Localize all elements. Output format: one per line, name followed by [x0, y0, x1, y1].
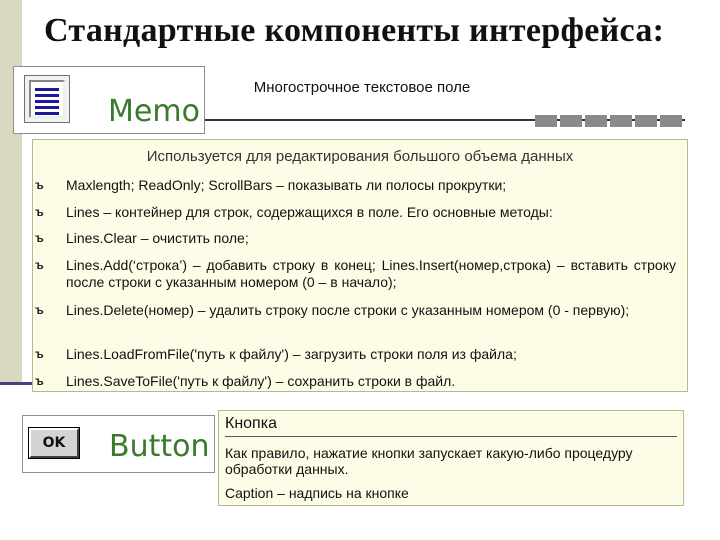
button-heading: Кнопка [225, 415, 277, 432]
decor-block [535, 115, 557, 127]
list-item-text: Lines.LoadFromFile('путь к файлу') – загрузить строки поля из файла; [66, 346, 517, 362]
memo-header: Многострочное текстовое поле [253, 79, 471, 96]
bullet-icon: ъ [35, 258, 44, 272]
button-caption-line: Caption – надпись на кнопке [225, 485, 409, 501]
memo-caption: Используется для редактирования большого объема данных [146, 148, 574, 165]
memo-label: Memo [108, 94, 200, 129]
button-label: Button [109, 429, 210, 464]
list-item-text: Maxlength; ReadOnly; ScrollBars – показывать ли полосы прокрутки; [66, 177, 507, 193]
list-item-text: Lines.Delete(номер) – удалить строку после строки с указанным номером (0 - первую); [66, 302, 630, 318]
list-item-text: Lines.SaveToFile('путь к файлу') – сохранить строки в файл. [66, 373, 456, 389]
decor-block [660, 115, 682, 127]
decor-block [585, 115, 607, 127]
bullet-icon: ъ [35, 303, 44, 317]
button-heading-divider [225, 436, 677, 437]
slide-title: Стандартные компоненты интерфейса: [44, 12, 665, 49]
ok-button-icon: OK [29, 428, 79, 458]
decor-block [635, 115, 657, 127]
left-accent-bar [0, 0, 22, 382]
bullet-icon: ъ [35, 347, 44, 361]
button-component-tile [22, 415, 215, 473]
memo-description-panel [32, 139, 688, 392]
button-description: Как правило, нажатие кнопки запускает какую-либо процедуру обработки данных. [225, 445, 633, 477]
left-accent-line [0, 382, 32, 385]
bullet-icon: ъ [35, 205, 44, 219]
memo-component-tile [13, 66, 205, 134]
decor-block [560, 115, 582, 127]
bullet-icon: ъ [35, 374, 44, 388]
bullet-icon: ъ [35, 178, 44, 192]
button-description-panel [218, 410, 684, 506]
list-item-text: Lines – контейнер для строк, содержащихся в поле. Его основные методы: [66, 204, 553, 220]
list-item-text: Lines.Add(‘строка’) – добавить строку в конец; Lines.Insert(номер,строка) – вставить строку после строки с указанным номером (0 – в начало); [66, 257, 676, 290]
decor-block [610, 115, 632, 127]
list-item-text: Lines.Clear – очистить поле; [66, 230, 249, 246]
memo-icon [24, 75, 70, 123]
bullet-icon: ъ [35, 231, 44, 245]
